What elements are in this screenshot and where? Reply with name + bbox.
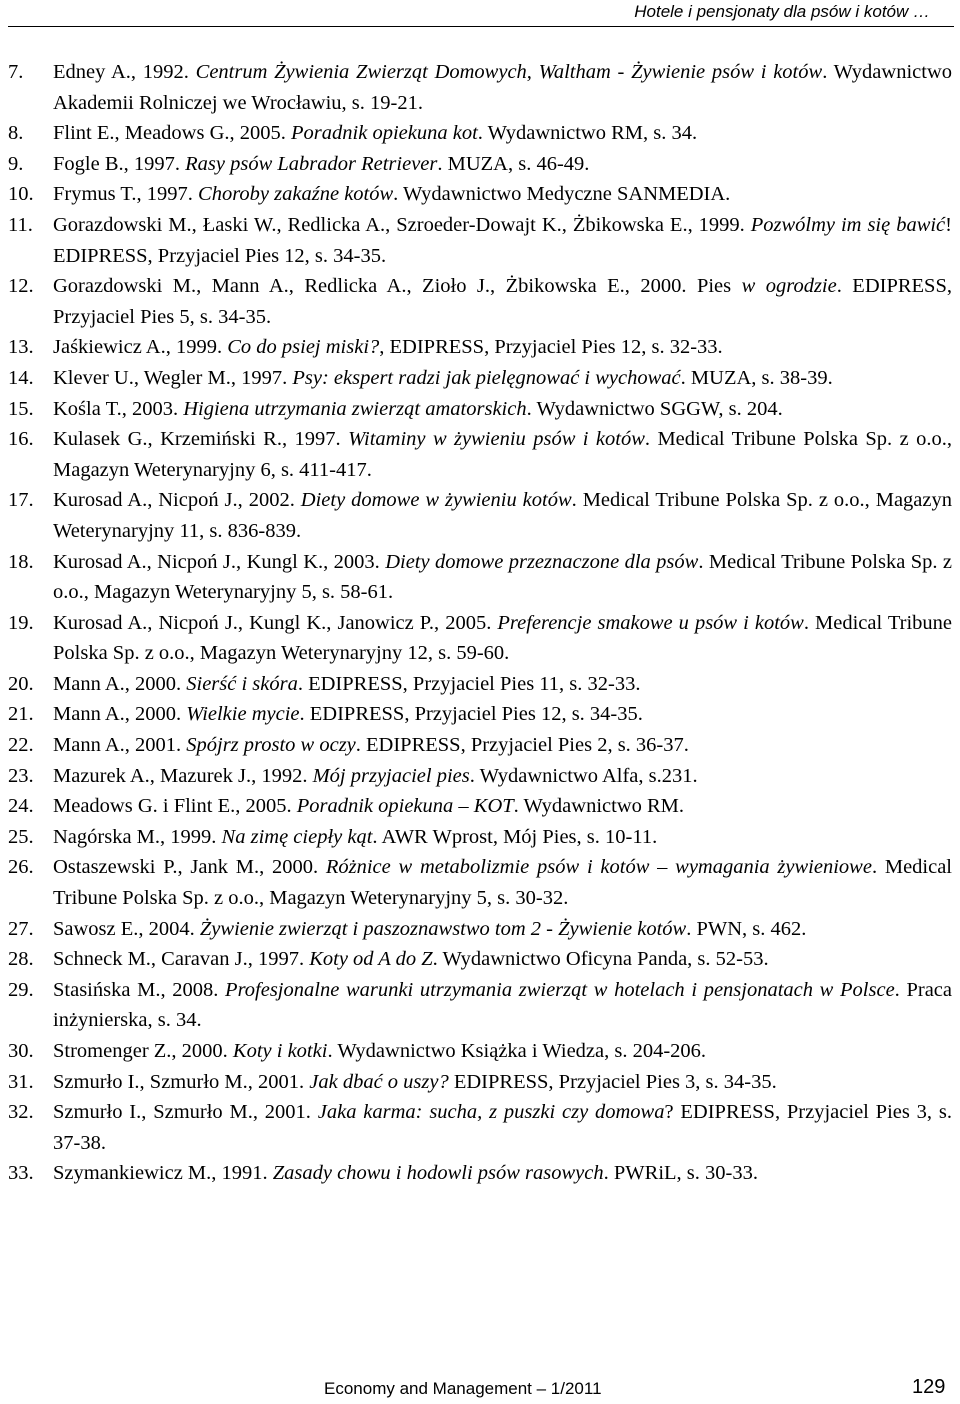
reference-title: Co do psiej miski? bbox=[227, 336, 380, 359]
reference-number: 26. bbox=[8, 856, 34, 879]
reference-authors: Edney A., 1992. bbox=[53, 61, 196, 83]
reference-authors: Gorazdowski M., Łaski W., Redlicka A., Szroeder-Dowajt K., Żbikowska E., 1999. bbox=[53, 213, 751, 236]
reference-title: Pozwólmy im się bawić bbox=[750, 213, 946, 236]
reference-publisher: . Medical Tribune Polska Sp. z o.o., Magazyn Weterynaryjny 5, s. 58-61. bbox=[53, 550, 952, 604]
reference-authors: Flint E., Meadows G., 2005. bbox=[53, 122, 292, 145]
reference-number: 19. bbox=[8, 611, 34, 634]
reference-item bbox=[8, 57, 952, 118]
reference-item bbox=[8, 332, 952, 363]
reference-item bbox=[8, 485, 952, 546]
reference-publisher: . Wydawnictwo RM. bbox=[513, 795, 685, 818]
reference-publisher: . Medical Tribune Polska Sp. z o.o., Magazyn Weterynaryjny 12, s. 59-60. bbox=[53, 611, 953, 665]
reference-title: Psy: ekspert radzi jak pielęgnować i wychować bbox=[292, 366, 681, 389]
reference-authors: Kulasek G., Krzemiński R., 1997. bbox=[53, 428, 349, 451]
reference-authors: Stromenger Z., 2000. bbox=[53, 1040, 233, 1062]
reference-number: 30. bbox=[8, 1040, 34, 1062]
reference-number: 13. bbox=[8, 336, 34, 359]
reference-title: Koty od A do Z bbox=[309, 948, 433, 971]
reference-publisher: ! EDIPRESS, Przyjaciel Pies 12, s. 34-35. bbox=[53, 213, 952, 267]
reference-publisher: . Wydawnictwo Akademii Rolniczej we Wrocławiu, s. 19-21. bbox=[53, 61, 953, 114]
reference-publisher: . Medical Tribune Polska Sp. z o.o., Magazyn Weterynaryjny 6, s. 411-417. bbox=[53, 428, 952, 481]
reference-item bbox=[8, 608, 952, 669]
reference-authors: Mazurek A., Mazurek J., 1992. bbox=[53, 764, 313, 787]
reference-item bbox=[8, 394, 952, 425]
reference-publisher: . EDIPRESS, Przyjaciel Pies 12, s. 34-35. bbox=[299, 703, 643, 726]
reference-title: Diety domowe przeznaczone dla psów bbox=[385, 550, 699, 573]
reference-authors: Ostaszewski P., Jank M., 2000. bbox=[53, 856, 326, 879]
reference-publisher: ? EDIPRESS, Przyjaciel Pies 3, s. 37-38. bbox=[53, 1101, 952, 1154]
reference-authors: Fogle B., 1997. bbox=[53, 152, 186, 175]
reference-title: Centrum Żywienia Zwierząt Domowych, Waltham - Żywienie psów i kotów bbox=[195, 61, 823, 83]
reference-title: Poradnik opiekuna kot bbox=[291, 122, 478, 145]
reference-number: 33. bbox=[8, 1162, 34, 1185]
references-list bbox=[8, 57, 952, 1189]
reference-publisher: , EDIPRESS, Przyjaciel Pies 12, s. 32-33. bbox=[379, 336, 723, 359]
reference-item bbox=[8, 1158, 952, 1189]
reference-number: 20. bbox=[8, 672, 34, 695]
reference-authors: Kośla T., 2003. bbox=[53, 397, 184, 420]
reference-title: Mój przyjaciel pies bbox=[312, 764, 470, 787]
running-header bbox=[0, 0, 960, 27]
reference-publisher: . MUZA, s. 46-49. bbox=[437, 152, 590, 175]
reference-item bbox=[8, 271, 952, 332]
reference-publisher: . Wydawnictwo Medyczne SANMEDIA. bbox=[393, 183, 731, 206]
reference-publisher: . Praca inżynierska, s. 34. bbox=[53, 978, 952, 1032]
reference-item bbox=[8, 791, 952, 822]
reference-title: w ogrodzie bbox=[741, 275, 837, 298]
reference-publisher: EDIPRESS, Przyjaciel Pies 3, s. 34-35. bbox=[448, 1070, 777, 1093]
reference-authors: Kurosad A., Nicpoń J., Kungl K., Janowicz P., 2005. bbox=[53, 611, 498, 634]
reference-item bbox=[8, 179, 952, 210]
reference-publisher: . EDIPRESS, Przyjaciel Pies 2, s. 36-37. bbox=[355, 734, 689, 757]
page-footer bbox=[0, 1376, 960, 1404]
reference-item bbox=[8, 761, 952, 792]
reference-title: Zasady chowu i hodowli psów rasowych bbox=[272, 1162, 604, 1185]
reference-publisher: . Wydawnictwo SGGW, s. 204. bbox=[526, 397, 783, 420]
reference-title: Sierść i skóra bbox=[186, 672, 298, 695]
reference-item bbox=[8, 1067, 952, 1098]
reference-number: 11. bbox=[8, 213, 33, 236]
reference-item bbox=[8, 1036, 952, 1067]
reference-title: Poradnik opiekuna – KOT bbox=[296, 795, 514, 818]
reference-item bbox=[8, 914, 952, 945]
reference-number: 8. bbox=[8, 122, 24, 145]
reference-number: 9. bbox=[8, 152, 24, 175]
reference-authors: Szymankiewicz M., 1991. bbox=[53, 1162, 273, 1185]
reference-item bbox=[8, 118, 952, 149]
reference-publisher: . Medical Tribune Polska Sp. z o.o., Magazyn Weterynaryjny 5, s. 30-32. bbox=[53, 856, 953, 910]
reference-publisher: . Wydawnictwo Książka i Wiedza, s. 204-206. bbox=[327, 1040, 707, 1062]
reference-title: Spójrz prosto w oczy bbox=[186, 734, 356, 757]
reference-authors: Klever U., Wegler M., 1997. bbox=[53, 366, 293, 389]
reference-authors: Mann A., 2000. bbox=[53, 703, 187, 726]
header-rule bbox=[8, 26, 954, 27]
reference-item bbox=[8, 547, 952, 608]
reference-number: 12. bbox=[8, 275, 34, 298]
reference-publisher: . Wydawnictwo RM, s. 34. bbox=[477, 122, 698, 145]
reference-title: Jaka karma: sucha, z puszki czy domowa bbox=[317, 1101, 665, 1124]
reference-title: Choroby zakaźne kotów bbox=[198, 183, 394, 206]
reference-authors: Szmurło I., Szmurło M., 2001. bbox=[53, 1101, 318, 1124]
reference-authors: Mann A., 2000. bbox=[53, 672, 187, 695]
reference-authors: Szmurło I., Szmurło M., 2001. bbox=[53, 1070, 310, 1093]
reference-publisher: . EDIPRESS, Przyjaciel Pies 5, s. 34-35. bbox=[53, 275, 952, 328]
reference-item bbox=[8, 975, 952, 1036]
reference-authors: Kurosad A., Nicpoń J., 2002. bbox=[53, 489, 301, 512]
running-title: Hotele i pensjonaty dla psów i kotów … bbox=[634, 2, 930, 21]
reference-number: 22. bbox=[8, 734, 34, 757]
reference-title: Na zimę ciepły kąt bbox=[221, 825, 373, 848]
reference-title: Diety domowe w żywieniu kotów bbox=[300, 489, 572, 512]
reference-number: 10. bbox=[8, 183, 34, 206]
reference-authors: Gorazdowski M., Mann A., Redlicka A., Zioło J., Żbikowska E., 2000. Pies bbox=[53, 275, 742, 298]
reference-title: Witaminy w żywieniu psów i kotów bbox=[348, 428, 645, 451]
reference-item bbox=[8, 730, 952, 761]
reference-authors: Mann A., 2001. bbox=[53, 734, 187, 757]
reference-authors: Kurosad A., Nicpoń J., Kungl K., 2003. bbox=[53, 550, 386, 573]
reference-number: 31. bbox=[8, 1070, 34, 1093]
reference-publisher: . PWRiL, s. 30-33. bbox=[603, 1162, 758, 1185]
footer-journal: Economy and Management – 1/2011 bbox=[324, 1379, 602, 1398]
reference-title: Jak dbać o uszy? bbox=[309, 1070, 449, 1093]
reference-authors: Sawosz E., 2004. bbox=[53, 917, 200, 940]
reference-publisher: . AWR Wprost, Mój Pies, s. 10-11. bbox=[372, 825, 658, 848]
reference-number: 28. bbox=[8, 948, 34, 971]
reference-publisher: . Wydawnictwo Oficyna Panda, s. 52-53. bbox=[432, 948, 769, 971]
reference-number: 18. bbox=[8, 550, 34, 573]
reference-item bbox=[8, 699, 952, 730]
reference-authors: Schneck M., Caravan J., 1997. bbox=[53, 948, 310, 971]
reference-title: Rasy psów Labrador Retriever bbox=[185, 152, 438, 175]
reference-number: 14. bbox=[8, 366, 34, 389]
reference-number: 7. bbox=[8, 61, 24, 83]
reference-publisher: . MUZA, s. 38-39. bbox=[680, 366, 833, 389]
reference-title: Żywienie zwierząt i paszoznawstwo tom 2 - Żywienie kotów bbox=[199, 917, 687, 940]
reference-number: 24. bbox=[8, 795, 34, 818]
reference-title: Wielkie mycie bbox=[186, 703, 300, 726]
reference-publisher: . PWN, s. 462. bbox=[686, 917, 807, 940]
reference-item bbox=[8, 822, 952, 853]
reference-publisher: . Medical Tribune Polska Sp. z o.o., Magazyn Weterynaryjny 11, s. 836-839. bbox=[53, 489, 952, 542]
page-number: 129 bbox=[912, 1376, 946, 1398]
reference-number: 15. bbox=[8, 397, 34, 420]
reference-number: 17. bbox=[8, 489, 34, 512]
reference-item bbox=[8, 210, 952, 271]
reference-item bbox=[8, 424, 952, 485]
reference-item bbox=[8, 363, 952, 394]
reference-authors: Stasińska M., 2008. bbox=[53, 978, 226, 1001]
reference-authors: Jaśkiewicz A., 1999. bbox=[53, 336, 228, 359]
reference-number: 29. bbox=[8, 978, 34, 1001]
reference-number: 16. bbox=[8, 428, 34, 451]
reference-publisher: . Wydawnictwo Alfa, s.231. bbox=[469, 764, 698, 787]
reference-item bbox=[8, 149, 952, 180]
reference-title: Profesjonalne warunki utrzymania zwierząt w hotelach i pensjonatach w Polsce bbox=[225, 978, 895, 1001]
reference-item bbox=[8, 1097, 952, 1158]
reference-authors: Frymus T., 1997. bbox=[53, 183, 199, 206]
reference-authors: Meadows G. i Flint E., 2005. bbox=[53, 795, 297, 818]
reference-item bbox=[8, 852, 952, 913]
reference-number: 23. bbox=[8, 764, 34, 787]
reference-number: 25. bbox=[8, 825, 34, 848]
reference-title: Higiena utrzymania zwierząt amatorskich bbox=[183, 397, 527, 420]
reference-title: Preferencje smakowe u psów i kotów bbox=[497, 611, 804, 634]
reference-item bbox=[8, 669, 952, 700]
reference-number: 27. bbox=[8, 917, 34, 940]
reference-title: Koty i kotki bbox=[232, 1040, 328, 1062]
reference-authors: Nagórska M., 1999. bbox=[53, 825, 222, 848]
reference-title: Różnice w metabolizmie psów i kotów – wymagania żywieniowe bbox=[325, 856, 872, 879]
reference-number: 32. bbox=[8, 1101, 34, 1124]
reference-publisher: . EDIPRESS, Przyjaciel Pies 11, s. 32-33. bbox=[297, 672, 641, 695]
reference-number: 21. bbox=[8, 703, 34, 726]
reference-item bbox=[8, 944, 952, 975]
